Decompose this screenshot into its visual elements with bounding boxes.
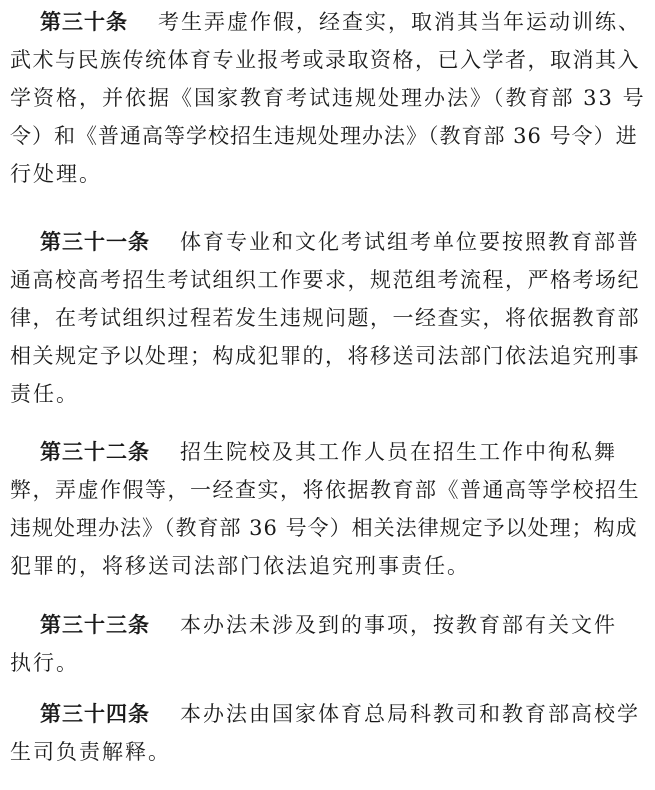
article-34-text-1: 本办法由国家体育总局科教司和教育部高校学 (180, 702, 640, 726)
article-30-line-3: 学资格，并依据《国家教育考试违规处理办法》（教育部 33 号 (10, 86, 646, 110)
article-33-heading: 第三十三条 (40, 613, 150, 637)
article-31-line-1 (10, 222, 646, 262)
article-33-text-1: 本办法未涉及到的事项，按教育部有关文件 (180, 613, 617, 637)
article-32-heading: 第三十二条 (40, 440, 150, 464)
article-31-heading: 第三十一条 (40, 230, 150, 254)
article-32-line-3: 违规处理办法》（教育部 36 号令）相关法律规定予以处理；构成 (10, 516, 638, 540)
article-33-line-2: 执行。 (10, 651, 79, 675)
article-31-line-2: 通高校高考招生考试组织工作要求，规范组考流程，严格考场纪 (10, 268, 640, 292)
article-32-line-4: 犯罪的，将移送司法部门依法追究刑事责任。 (10, 554, 470, 578)
article-30-line-2: 武术与民族传统体育专业报考或录取资格，已入学者，取消其入 (10, 48, 640, 72)
article-31-line-3: 律，在考试组织过程若发生违规问题，一经查实，将依据教育部 (10, 306, 640, 330)
article-30-text-1: 考生弄虚作假，经查实，取消其当年运动训练、 (158, 10, 641, 34)
article-31-text-1: 体育专业和文化考试组考单位要按照教育部普 (180, 230, 640, 254)
article-33-line-1 (10, 605, 646, 645)
article-32-line-1 (10, 432, 646, 472)
article-31-line-4: 相关规定予以处理；构成犯罪的，将移送司法部门依法追究刑事 (10, 344, 640, 368)
article-30-line-1 (10, 2, 646, 42)
article-31-line-5: 责任。 (10, 382, 79, 406)
article-34-line-1 (10, 694, 646, 734)
article-34-line-2: 生司负责解释。 (10, 740, 171, 764)
article-30-line-4: 令）和《普通高等学校招生违规处理办法》（教育部 36 号令）进 (10, 124, 638, 148)
article-30-heading: 第三十条 (40, 10, 128, 34)
article-32-line-2: 弊，弄虚作假等，一经查实，将依据教育部《普通高等学校招生 (10, 478, 640, 502)
article-30-line-5: 行处理。 (10, 162, 102, 186)
article-32-text-1: 招生院校及其工作人员在招生工作中徇私舞 (180, 440, 617, 464)
article-34-heading: 第三十四条 (40, 702, 150, 726)
